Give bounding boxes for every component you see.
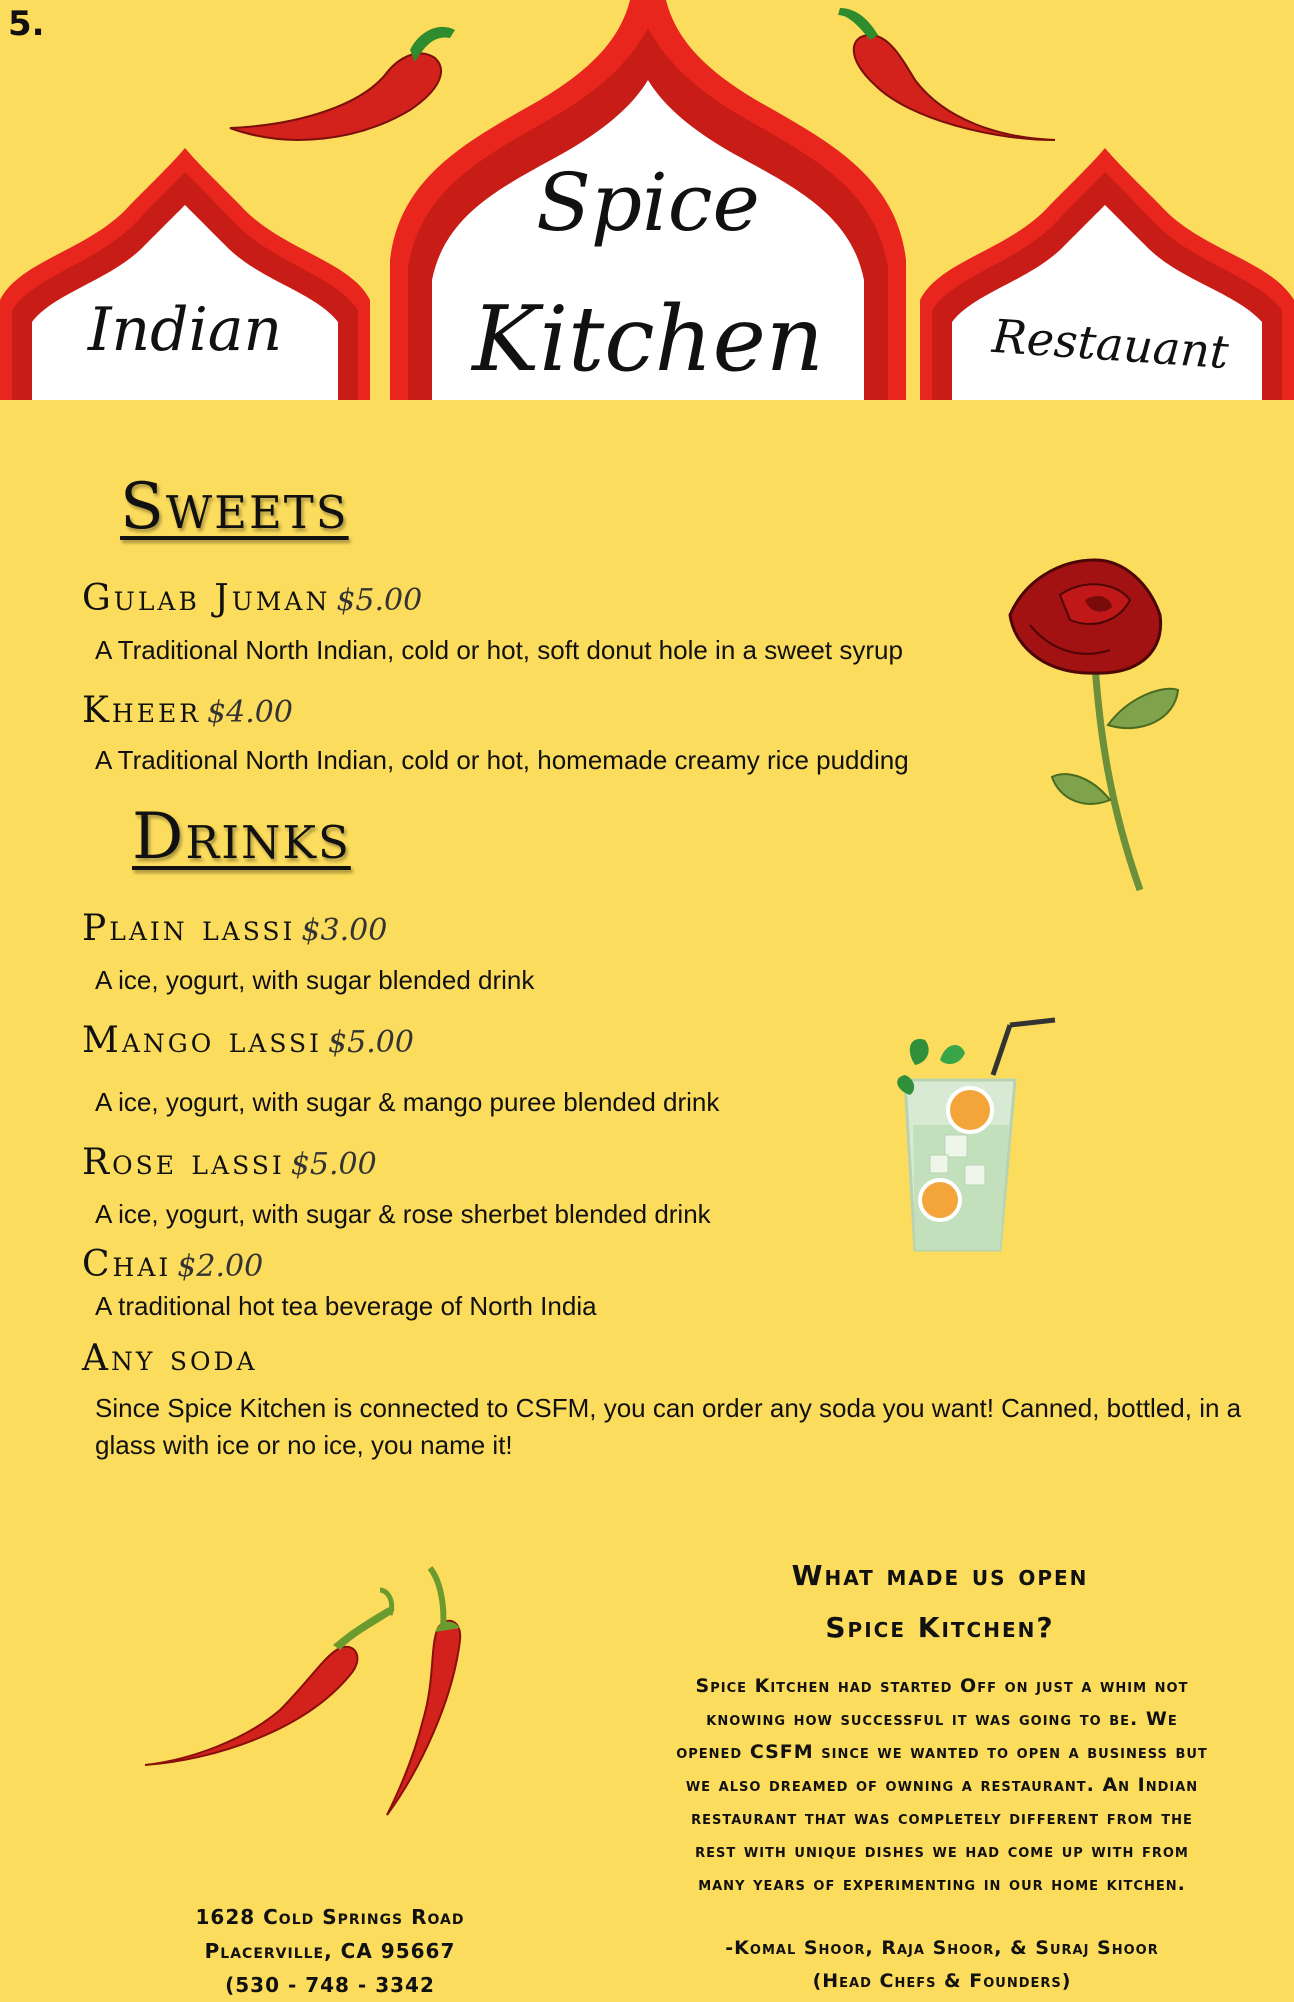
- item-price: $2.00: [177, 1249, 264, 1284]
- item-price: $4.00: [207, 695, 293, 730]
- story-signature: [592, 1932, 1292, 1998]
- menu-item-description: A Traditional North Indian, cold or hot, soft donut hole in a sweet syrup: [95, 635, 903, 665]
- story-line: rest with unique dishes we had come up with from: [695, 1840, 1189, 1862]
- red-chilies-icon: [135, 1560, 475, 1830]
- story-title: [590, 1550, 1290, 1654]
- story-line: opened CSFM since we wanted to open a business but: [676, 1741, 1208, 1763]
- menu-item-description: A ice, yogurt, with sugar blended drink: [95, 965, 535, 995]
- drinks-title: Drinks: [132, 800, 351, 874]
- menu-item-name: [82, 908, 387, 949]
- header-title-line2: Kitchen: [472, 287, 824, 392]
- menu-item-description: Since Spice Kitchen is connected to CSFM, you can order any soda you want! Canned, bottled, in a glass with ice or no ice, you name it!: [95, 1393, 1242, 1460]
- header-left-label: Indian: [87, 295, 283, 365]
- lemonade-glass-icon: [885, 1015, 1065, 1255]
- menu-item-description: A Traditional North Indian, cold or hot, homemade creamy rice pudding: [95, 745, 909, 775]
- item-name-text: Kheer: [82, 690, 202, 731]
- item-price: $5.00: [328, 1025, 414, 1060]
- story-line: restaurant that was completely different from the: [691, 1807, 1193, 1829]
- story-line: we also dreamed of owning a restaurant. An Indian: [685, 1774, 1199, 1796]
- story-title-line2: Spice Kitchen?: [825, 1611, 1055, 1644]
- chili-pepper-icon: [230, 27, 455, 140]
- header-title-line1: Spice: [536, 156, 760, 249]
- page-number: 5.: [8, 4, 45, 44]
- story-body: [592, 1670, 1292, 1901]
- item-name-text: Gulab Juman: [82, 578, 331, 619]
- header-right-label: Restauant: [990, 308, 1231, 380]
- item-price: $5.00: [336, 583, 423, 618]
- menu-item-description: A ice, yogurt, with sugar & rose sherbet blended drink: [95, 1199, 711, 1229]
- item-price: $5.00: [290, 1147, 377, 1182]
- story-line: knowing how successful it was going to be. We: [706, 1708, 1178, 1730]
- item-name-text: Rose lassi: [82, 1142, 285, 1183]
- item-name-text: Plain lassi: [82, 908, 296, 949]
- rose-icon: [1000, 555, 1190, 895]
- menu-item-description: A traditional hot tea beverage of North India: [95, 1291, 597, 1321]
- menu-item-name: [82, 1142, 377, 1183]
- item-name-text: Any soda: [82, 1338, 258, 1379]
- menu-item-name: [82, 1020, 414, 1061]
- sweets-title: Sweets: [120, 470, 349, 544]
- header-arches: [0, 0, 1294, 400]
- menu-item-name: [82, 1338, 258, 1379]
- address-block: [160, 1900, 500, 2002]
- item-price: $3.00: [301, 913, 388, 948]
- item-name-text: Mango lassi: [82, 1020, 323, 1061]
- chili-pepper-icon: [838, 8, 1055, 140]
- menu-item-name: [82, 578, 422, 619]
- menu-item-name: [82, 690, 293, 731]
- menu-item-name: [82, 1244, 263, 1285]
- story-line: Spice Kitchen had started Off on just a whim not: [695, 1675, 1189, 1697]
- signature-role: (Head Chefs & Founders): [812, 1970, 1072, 1992]
- item-name-text: Chai: [82, 1244, 172, 1285]
- address-city: Placerville, CA 95667: [204, 1939, 456, 1963]
- story-title-line1: What made us open: [791, 1559, 1089, 1592]
- address-street: 1628 Cold Springs Road: [195, 1905, 465, 1929]
- address-phone: (530 - 748 - 3342: [225, 1973, 435, 1997]
- story-line: many years of experimenting in our home kitchen.: [698, 1873, 1186, 1895]
- signature-names: -Komal Shoor, Raja Shoor, & Suraj Shoor: [725, 1937, 1159, 1959]
- menu-item-description: A ice, yogurt, with sugar & mango puree blended drink: [95, 1087, 720, 1117]
